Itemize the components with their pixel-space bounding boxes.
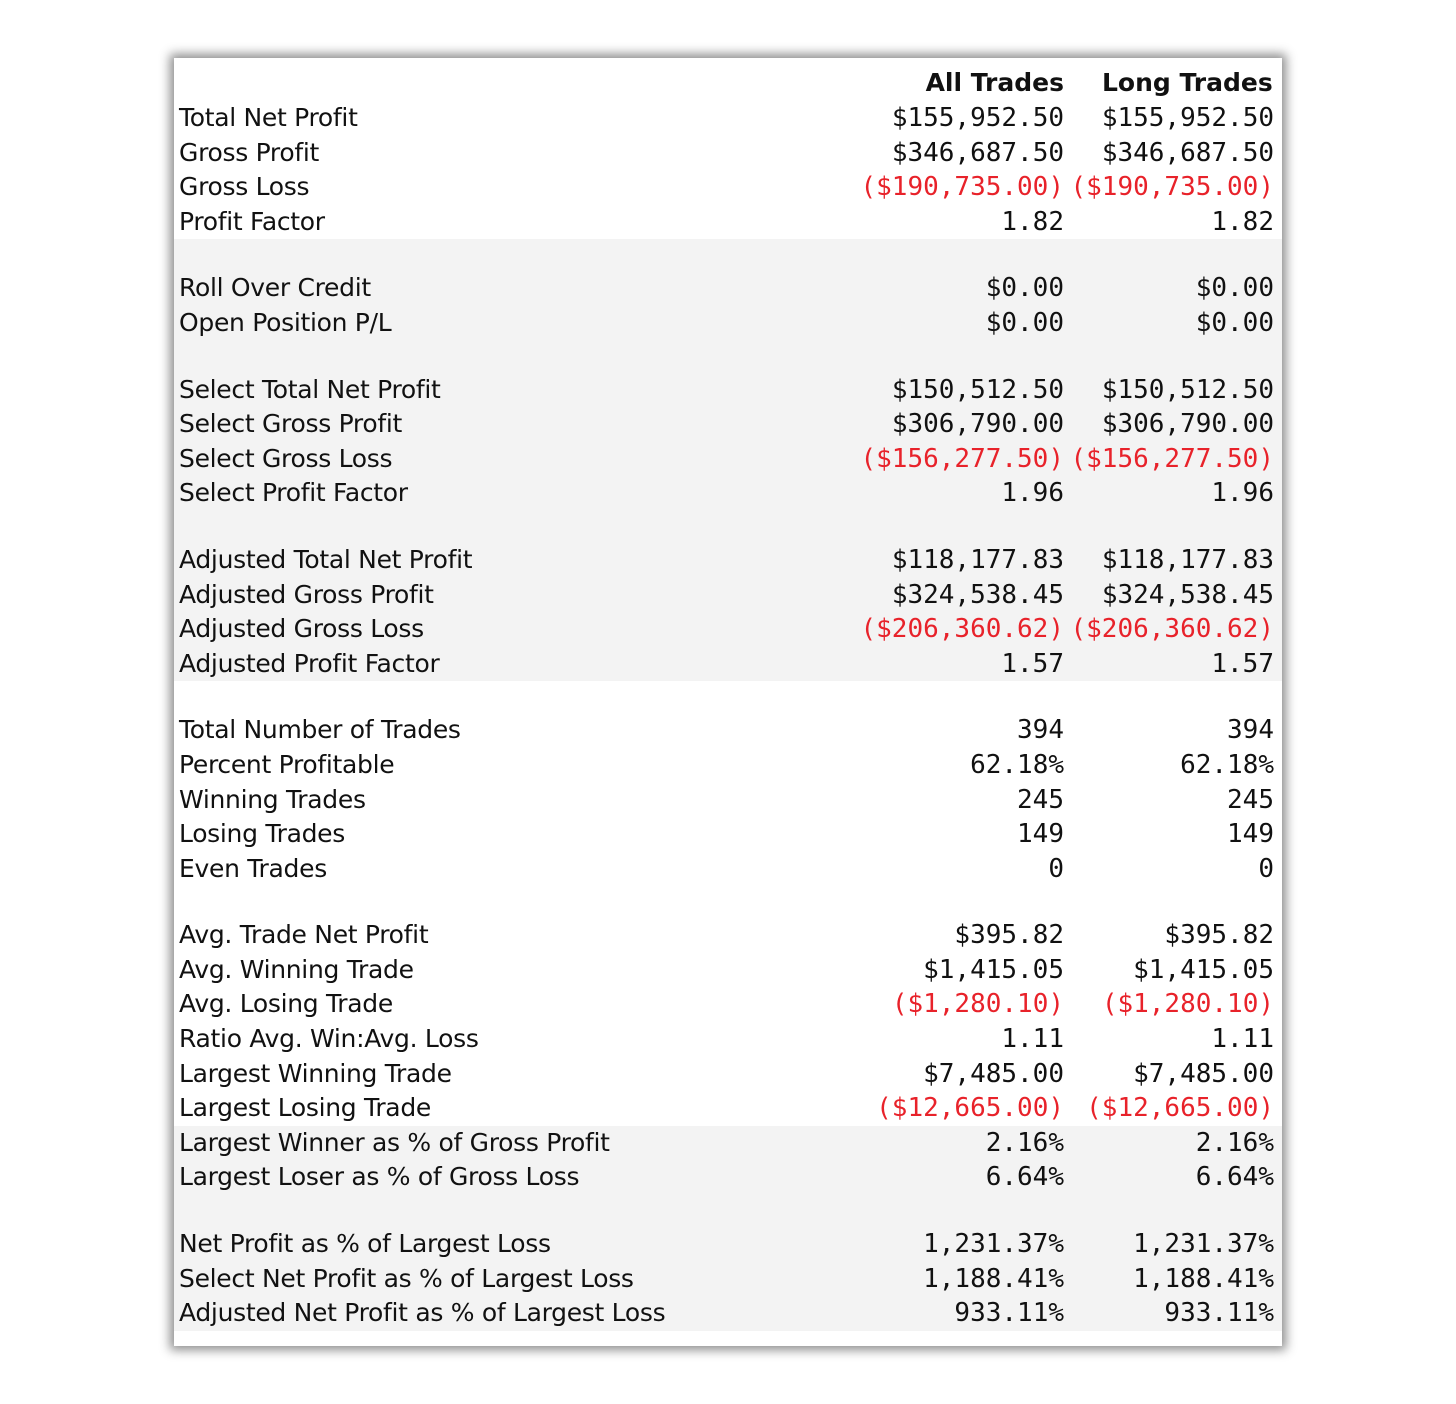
report-row: [174, 136, 1282, 171]
section-spacer: [174, 1195, 1282, 1227]
report-sections: [174, 101, 1282, 1331]
performance-report-panel: [174, 58, 1282, 1346]
column-header-all-trades: All Trades: [925, 68, 1064, 97]
row-label: Total Net Profit: [179, 103, 358, 132]
value-all-trades: 1.96: [1001, 478, 1064, 509]
value-all-trades: 0: [1048, 853, 1064, 884]
report-row: [174, 987, 1282, 1022]
value-long-trades: $1,415.05: [1133, 954, 1274, 985]
value-long-trades: ($190,735.00): [1070, 172, 1274, 203]
report-section: [174, 511, 1282, 681]
row-label: Largest Winner as % of Gross Profit: [179, 1127, 610, 1157]
row-label: Total Number of Trades: [179, 715, 461, 745]
value-long-trades: 933.11%: [1164, 1298, 1274, 1329]
report-row: [174, 852, 1282, 887]
report-row: [174, 170, 1282, 205]
value-long-trades: ($206,360.62): [1070, 614, 1274, 645]
report-row: [174, 476, 1282, 511]
row-label: Profit Factor: [179, 206, 325, 236]
row-label: Select Gross Profit: [179, 409, 402, 439]
report-row: [174, 578, 1282, 613]
value-long-trades: ($1,280.10): [1101, 989, 1274, 1020]
row-label: Select Gross Loss: [179, 443, 393, 473]
row-label: Gross Loss: [179, 172, 310, 202]
value-all-trades: 149: [1017, 819, 1064, 850]
value-all-trades: 62.18%: [970, 749, 1064, 780]
report-row: [174, 1022, 1282, 1057]
value-all-trades: ($12,665.00): [876, 1093, 1064, 1124]
value-all-trades: $0.00: [985, 307, 1064, 338]
row-label: Largest Loser as % of Gross Loss: [179, 1162, 580, 1192]
value-long-trades: $395.82: [1164, 920, 1274, 951]
report-row: [174, 1296, 1282, 1331]
report-row: [174, 306, 1282, 341]
value-all-trades: 1.57: [1001, 648, 1064, 679]
value-all-trades: $346,687.50: [891, 137, 1064, 168]
row-label: Select Profit Factor: [179, 478, 408, 508]
report-row: [174, 748, 1282, 783]
value-all-trades: $150,512.50: [891, 374, 1064, 405]
row-label: Adjusted Gross Profit: [179, 579, 434, 609]
value-all-trades: $1,415.05: [923, 954, 1064, 985]
value-all-trades: 394: [1017, 715, 1064, 746]
report-row: [174, 373, 1282, 408]
value-all-trades: ($1,280.10): [891, 989, 1064, 1020]
value-long-trades: 2.16%: [1195, 1127, 1274, 1158]
value-long-trades: 1.11: [1211, 1024, 1274, 1055]
row-label: Largest Losing Trade: [179, 1093, 431, 1123]
report-row: [174, 647, 1282, 682]
value-all-trades: $118,177.83: [891, 544, 1064, 575]
value-long-trades: 62.18%: [1180, 749, 1274, 780]
report-row: [174, 1262, 1282, 1297]
report-row: [174, 817, 1282, 852]
report-section: [174, 886, 1282, 1126]
section-spacer: [174, 511, 1282, 543]
report-row: [174, 1160, 1282, 1195]
value-long-trades: $0.00: [1195, 273, 1274, 304]
row-label: Percent Profitable: [179, 749, 395, 779]
row-label: Largest Winning Trade: [179, 1058, 452, 1088]
section-spacer: [174, 886, 1282, 918]
report-row: [174, 442, 1282, 477]
value-all-trades: 1.11: [1001, 1024, 1064, 1055]
value-long-trades: $0.00: [1195, 307, 1274, 338]
value-all-trades: $155,952.50: [891, 103, 1064, 133]
value-long-trades: 1,231.37%: [1133, 1229, 1274, 1260]
report-row: [174, 205, 1282, 240]
value-long-trades: $346,687.50: [1101, 137, 1274, 168]
value-all-trades: 2.16%: [985, 1127, 1064, 1158]
value-long-trades: 149: [1227, 819, 1274, 850]
report-row: [174, 918, 1282, 953]
row-label: Avg. Losing Trade: [179, 989, 393, 1019]
section-spacer: [174, 341, 1282, 373]
row-label: Select Net Profit as % of Largest Loss: [179, 1263, 634, 1293]
report-row: [174, 1057, 1282, 1092]
value-all-trades: 245: [1017, 784, 1064, 815]
report-section: [174, 1126, 1282, 1195]
report-section: [174, 341, 1282, 511]
value-all-trades: ($156,277.50): [860, 443, 1064, 474]
report-section: [174, 681, 1282, 886]
report-row: [174, 783, 1282, 818]
value-all-trades: 1,188.41%: [923, 1263, 1064, 1294]
row-label: Open Position P/L: [179, 307, 392, 337]
value-long-trades: 245: [1227, 784, 1274, 815]
report-row: [174, 1126, 1282, 1161]
row-label: Adjusted Profit Factor: [179, 648, 440, 678]
section-spacer: [174, 681, 1282, 713]
value-long-trades: 0: [1258, 853, 1274, 884]
row-label: Adjusted Total Net Profit: [179, 544, 473, 574]
report-section: [174, 101, 1282, 239]
row-label: Net Profit as % of Largest Loss: [179, 1229, 551, 1259]
value-all-trades: $324,538.45: [891, 579, 1064, 610]
report-row: [174, 612, 1282, 647]
value-long-trades: 6.64%: [1195, 1162, 1274, 1193]
row-label: Even Trades: [179, 853, 327, 883]
value-all-trades: 1,231.37%: [923, 1229, 1064, 1260]
row-label: Avg. Trade Net Profit: [179, 920, 429, 950]
value-long-trades: $306,790.00: [1101, 409, 1274, 440]
value-long-trades: $118,177.83: [1101, 544, 1274, 575]
row-label: Select Total Net Profit: [179, 374, 441, 404]
value-all-trades: 933.11%: [954, 1298, 1064, 1329]
row-label: Adjusted Gross Loss: [179, 614, 424, 644]
row-label: Winning Trades: [179, 784, 366, 814]
report-header: [174, 58, 1282, 104]
value-all-trades: ($206,360.62): [860, 614, 1064, 645]
report-row: [174, 271, 1282, 306]
report-row: [174, 953, 1282, 988]
value-all-trades: $306,790.00: [891, 409, 1064, 440]
value-long-trades: $7,485.00: [1133, 1058, 1274, 1089]
value-long-trades: 1.82: [1211, 206, 1274, 237]
report-row: [174, 101, 1282, 136]
value-long-trades: ($156,277.50): [1070, 443, 1274, 474]
value-long-trades: $155,952.50: [1101, 103, 1274, 133]
row-label: Adjusted Net Profit as % of Largest Loss: [179, 1298, 666, 1328]
report-row: [174, 1091, 1282, 1126]
report-row: [174, 543, 1282, 578]
row-label: Ratio Avg. Win:Avg. Loss: [179, 1024, 479, 1054]
report-row: [174, 407, 1282, 442]
value-long-trades: 1,188.41%: [1133, 1263, 1274, 1294]
section-spacer: [174, 239, 1282, 271]
value-all-trades: 6.64%: [985, 1162, 1064, 1193]
value-long-trades: 1.96: [1211, 478, 1274, 509]
row-label: Roll Over Credit: [179, 273, 371, 303]
report-section: [174, 239, 1282, 340]
column-header-long-trades: Long Trades: [1102, 68, 1273, 97]
value-all-trades: ($190,735.00): [860, 172, 1064, 203]
value-long-trades: $150,512.50: [1101, 374, 1274, 405]
value-long-trades: $324,538.45: [1101, 579, 1274, 610]
value-all-trades: $7,485.00: [923, 1058, 1064, 1089]
row-label: Gross Profit: [179, 137, 320, 167]
value-all-trades: $395.82: [954, 920, 1064, 951]
row-label: Avg. Winning Trade: [179, 954, 414, 984]
value-long-trades: 394: [1227, 715, 1274, 746]
value-long-trades: 1.57: [1211, 648, 1274, 679]
value-long-trades: ($12,665.00): [1086, 1093, 1274, 1124]
report-section: [174, 1195, 1282, 1331]
row-label: Losing Trades: [179, 819, 345, 849]
report-row: [174, 1227, 1282, 1262]
value-all-trades: $0.00: [985, 273, 1064, 304]
report-row: [174, 713, 1282, 748]
value-all-trades: 1.82: [1001, 206, 1064, 237]
